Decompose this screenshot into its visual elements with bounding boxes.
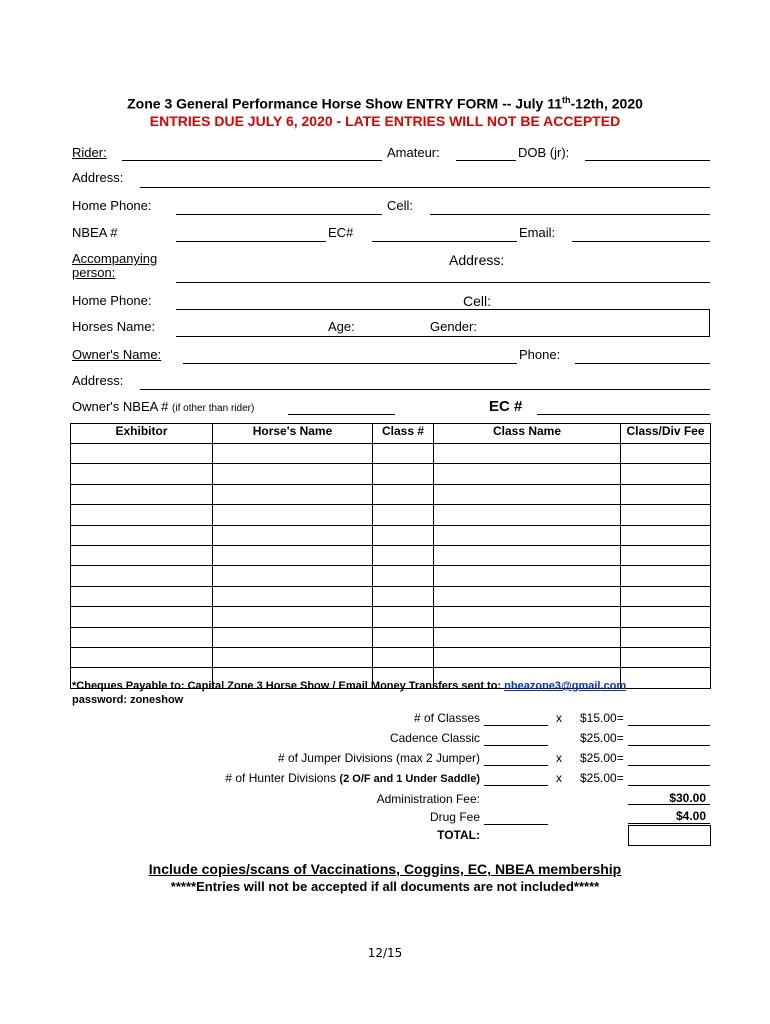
cell[interactable] xyxy=(434,627,621,647)
horse-info-field[interactable] xyxy=(176,336,710,337)
horse-age-label: Age: xyxy=(328,319,355,334)
dob-field[interactable] xyxy=(585,160,710,161)
page-number: 12/15 xyxy=(367,946,403,960)
accompanying-cell-label: Cell: xyxy=(463,293,492,309)
amateur-field[interactable] xyxy=(456,160,516,161)
drug-fee-amount-underline xyxy=(628,804,710,805)
hunter-price: $25.00= xyxy=(580,771,624,785)
cell[interactable] xyxy=(434,647,621,667)
cell[interactable] xyxy=(621,505,711,525)
rider-cell-field[interactable] xyxy=(430,214,710,215)
accompanying-label-line1: Accompanying xyxy=(72,251,158,266)
cell[interactable] xyxy=(213,505,373,525)
cell[interactable] xyxy=(213,464,373,484)
cell[interactable] xyxy=(621,647,711,667)
cell[interactable] xyxy=(434,505,621,525)
classes-price: $15.00= xyxy=(580,711,624,725)
cadence-count-field[interactable] xyxy=(484,745,548,746)
owner-nbea-text: Owner's NBEA # xyxy=(72,399,173,414)
accompanying-phone-field[interactable] xyxy=(176,309,710,310)
cell[interactable] xyxy=(373,505,434,525)
entries-warning: *****Entries will not be accepted if all documents are not included***** xyxy=(170,879,600,894)
classes-label: # of Classes xyxy=(413,711,480,725)
cell[interactable] xyxy=(71,607,213,627)
cell[interactable] xyxy=(434,484,621,504)
accompanying-home-phone-label: Home Phone: xyxy=(72,293,152,308)
cell[interactable] xyxy=(71,484,213,504)
dob-label: DOB (jr): xyxy=(518,145,570,160)
cell[interactable] xyxy=(434,586,621,606)
cell[interactable] xyxy=(373,545,434,565)
cell[interactable] xyxy=(621,525,711,545)
cell[interactable] xyxy=(71,525,213,545)
entry-deadline: ENTRIES DUE JULY 6, 2020 - LATE ENTRIES WILL NOT BE ACCEPTED xyxy=(149,113,621,129)
hunter-label-note: (2 O/F and 1 Under Saddle) xyxy=(339,773,480,785)
accompanying-address-label: Address: xyxy=(449,252,505,268)
owner-ec-field[interactable] xyxy=(537,414,710,415)
col-class-number: Class # xyxy=(373,424,434,444)
jumper-price: $25.00= xyxy=(580,751,624,765)
classes-multiply: x xyxy=(556,711,562,725)
table-header-row xyxy=(71,424,711,444)
cell[interactable] xyxy=(71,647,213,667)
jumper-label: # of Jumper Divisions (max 2 Jumper) xyxy=(277,751,480,765)
cell[interactable] xyxy=(71,545,213,565)
cell[interactable] xyxy=(71,464,213,484)
owner-nbea-note: (if other than rider) xyxy=(172,403,255,414)
owner-nbea-field[interactable] xyxy=(288,414,395,415)
rider-field[interactable] xyxy=(122,160,382,161)
total-box[interactable] xyxy=(628,825,711,846)
table-row xyxy=(71,627,711,647)
owner-phone-label: Phone: xyxy=(519,347,561,362)
cell[interactable] xyxy=(71,586,213,606)
cell[interactable] xyxy=(71,627,213,647)
table-row xyxy=(71,607,711,627)
cell[interactable] xyxy=(213,444,373,464)
cell[interactable] xyxy=(373,647,434,667)
jumper-total-field[interactable] xyxy=(628,765,710,766)
table-row xyxy=(71,566,711,586)
drug-fee-amount: $4.00 xyxy=(675,809,706,823)
cell[interactable] xyxy=(71,566,213,586)
rider-address-label: Address: xyxy=(72,170,124,185)
cheques-text: *Cheques Payable to: Capital Zone 3 Horse Show / Email Money Transfers sent to: xyxy=(72,680,502,692)
title-part-3: -12th, 2020 xyxy=(570,95,643,112)
cell[interactable] xyxy=(373,464,434,484)
cell[interactable] xyxy=(621,464,711,484)
cell[interactable] xyxy=(434,566,621,586)
ec-field[interactable] xyxy=(372,241,517,242)
owner-address-label: Address: xyxy=(72,373,124,388)
payment-email-link[interactable]: nbeazone3@gmail.com xyxy=(504,680,627,692)
cell[interactable] xyxy=(621,566,711,586)
total-top-line xyxy=(628,823,710,824)
table-row xyxy=(71,647,711,667)
title-part-2: ENTRY FORM -- July 11 xyxy=(406,95,563,112)
cell[interactable] xyxy=(213,566,373,586)
cell[interactable] xyxy=(434,607,621,627)
rider-home-phone-label: Home Phone: xyxy=(72,198,152,213)
hunter-label xyxy=(225,771,480,785)
col-class-fee: Class/Div Fee xyxy=(621,424,711,444)
owner-name-field[interactable] xyxy=(183,363,517,364)
col-horse-name: Horse's Name xyxy=(213,424,373,444)
amateur-label: Amateur: xyxy=(387,145,440,160)
horse-gender-label: Gender: xyxy=(430,319,477,334)
cell[interactable] xyxy=(213,545,373,565)
table-row xyxy=(71,484,711,504)
rider-cell-label: Cell: xyxy=(387,198,414,213)
table-row xyxy=(71,444,711,464)
table-row xyxy=(71,525,711,545)
cell[interactable] xyxy=(434,525,621,545)
hunter-total-field[interactable] xyxy=(628,785,710,786)
classes-count-field[interactable] xyxy=(484,725,548,726)
rider-home-phone-field[interactable] xyxy=(176,214,382,215)
cadence-total-field[interactable] xyxy=(628,745,710,746)
drug-fee-field[interactable] xyxy=(484,824,548,825)
table-row xyxy=(71,464,711,484)
ec-label: EC# xyxy=(328,225,354,240)
rider-address-field[interactable] xyxy=(140,187,710,188)
cell[interactable] xyxy=(213,607,373,627)
admin-fee-label: Administration Fee: xyxy=(376,792,480,806)
table-row xyxy=(71,505,711,525)
hunter-count-field[interactable] xyxy=(484,785,548,786)
hunter-multiply: x xyxy=(556,771,562,785)
cell[interactable] xyxy=(213,627,373,647)
email-label: Email: xyxy=(519,225,556,240)
owner-phone-field[interactable] xyxy=(575,363,710,364)
include-documents-note: Include copies/scans of Vaccinations, Coggins, EC, NBEA membership xyxy=(148,861,622,877)
cell[interactable] xyxy=(621,607,711,627)
hunter-label-text: # of Hunter Divisions xyxy=(225,771,340,785)
cell[interactable] xyxy=(621,484,711,504)
rider-label: Rider: xyxy=(72,145,107,160)
cell[interactable] xyxy=(71,444,213,464)
cell[interactable] xyxy=(373,525,434,545)
jumper-count-field[interactable] xyxy=(484,765,548,766)
title-part-1: Zone 3 General Performance Horse Show xyxy=(127,95,407,112)
cell[interactable] xyxy=(621,444,711,464)
cell[interactable] xyxy=(373,627,434,647)
owner-ec-label: EC # xyxy=(489,398,523,415)
cadence-price: $25.00= xyxy=(580,731,624,745)
owner-address-field[interactable] xyxy=(140,389,710,390)
cell[interactable] xyxy=(621,627,711,647)
cell[interactable] xyxy=(213,484,373,504)
cell[interactable] xyxy=(434,464,621,484)
nbea-field[interactable] xyxy=(176,241,326,242)
cell[interactable] xyxy=(373,607,434,627)
cell[interactable] xyxy=(71,505,213,525)
payment-password: password: zoneshow xyxy=(72,694,184,706)
drug-fee-label: Drug Fee xyxy=(429,810,480,824)
cell[interactable] xyxy=(434,444,621,464)
cell[interactable] xyxy=(373,444,434,464)
owner-name-label: Owner's Name: xyxy=(72,347,162,362)
entry-table xyxy=(70,423,711,689)
form-title xyxy=(0,95,770,112)
jumper-multiply: x xyxy=(556,751,562,765)
col-class-name: Class Name xyxy=(434,424,621,444)
cell[interactable] xyxy=(373,586,434,606)
accompanying-address-field[interactable] xyxy=(176,282,710,283)
cell[interactable] xyxy=(213,586,373,606)
cell[interactable] xyxy=(213,647,373,667)
table-row xyxy=(71,545,711,565)
cell[interactable] xyxy=(213,525,373,545)
cell[interactable] xyxy=(621,586,711,606)
accompanying-label-line2: person: xyxy=(72,265,116,280)
accompanying-label xyxy=(72,252,157,280)
title-sup: th xyxy=(562,95,571,105)
horse-info-box-edge xyxy=(709,310,710,337)
cadence-label: Cadence Classic xyxy=(389,731,480,745)
admin-fee-amount: $30.00 xyxy=(669,791,706,805)
total-label: TOTAL: xyxy=(437,828,480,842)
owner-nbea-label xyxy=(72,399,254,414)
cell[interactable] xyxy=(621,545,711,565)
cell[interactable] xyxy=(373,566,434,586)
nbea-label: NBEA # xyxy=(72,225,118,240)
cell[interactable] xyxy=(373,484,434,504)
classes-total-field[interactable] xyxy=(628,725,710,726)
table-row xyxy=(71,586,711,606)
email-field[interactable] xyxy=(572,241,710,242)
payment-note xyxy=(72,680,626,692)
cell[interactable] xyxy=(621,668,711,688)
col-exhibitor: Exhibitor xyxy=(71,424,213,444)
horse-name-label: Horses Name: xyxy=(72,319,156,334)
cell[interactable] xyxy=(434,545,621,565)
